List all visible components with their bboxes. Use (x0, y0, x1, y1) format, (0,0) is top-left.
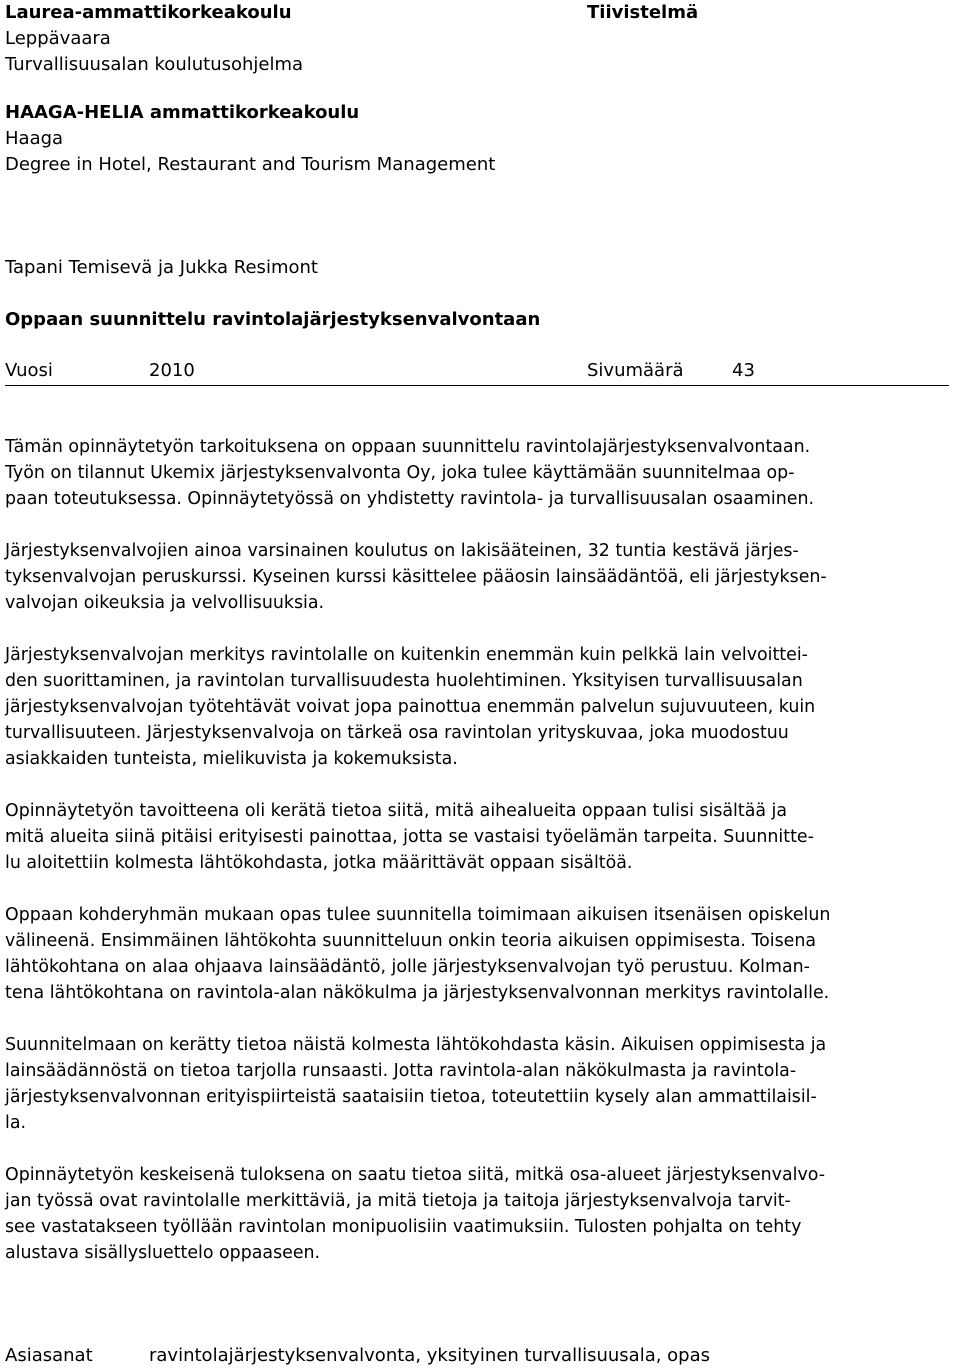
year-value: 2010 (149, 360, 195, 381)
programme-security: Turvallisuusalan koulutusohjelma (5, 54, 304, 75)
paragraph-line: Opinnäytetyön tavoitteena oli kerätä tietoa siitä, mitä aihealueita oppaan tulisi sisältää ja (5, 801, 788, 821)
paragraph-line: järjestyksenvalvonnan erityispiirteistä saataisiin tietoa, toteutettiin kysely alan ammattilaisil- (5, 1087, 817, 1107)
paragraph-line: Järjestyksenvalvojien ainoa varsinainen koulutus on lakisääteinen, 32 tuntia kestävä järjes- (5, 541, 799, 561)
paragraph-4 (5, 798, 955, 876)
paragraph-line: den suorittaminen, ja ravintolan turvallisuudesta huolehtiminen. Yksityisen turvallisuusalan (5, 671, 803, 691)
school-name-haaga-helia: HAAGA-HELIA ammattikorkeakoulu (5, 102, 360, 123)
paragraph-line: lu aloitettiin kolmesta lähtökohdasta, jotka määrittävät oppaan sisältöä. (5, 853, 633, 873)
paragraph-line: tena lähtökohtana on ravintola-alan näkökulma ja järjestyksenvalvonnan merkitys ravintolalle. (5, 983, 830, 1003)
paragraph-line: asiakkaiden tunteista, mielikuvista ja kokemuksista. (5, 749, 458, 769)
paragraph-line: mitä alueita siinä pitäisi erityisesti painottaa, jotta se vastaisi työelämän tarpeita. Suunnitte- (5, 827, 814, 847)
keywords-row (5, 1342, 949, 1370)
paragraph-line: järjestyksenvalvojan työtehtävät voivat jopa painottua enemmän palvelun sujuvuuteen, kuin (5, 697, 816, 717)
programme-hospitality: Degree in Hotel, Restaurant and Tourism Management (5, 154, 496, 175)
paragraph-line: paan toteutuksessa. Opinnäytetyössä on yhdistetty ravintola- ja turvallisuusalan osaaminen. (5, 489, 815, 509)
paragraph-line: tyksenvalvojan peruskurssi. Kyseinen kurssi käsittelee pääosin lainsäädäntöä, eli järjestyksen- (5, 567, 827, 587)
paragraph-line: Opinnäytetyön keskeisenä tuloksena on saatu tietoa siitä, mitkä osa-alueet järjestyksenvalvo- (5, 1165, 825, 1185)
school-name-laurea: Laurea-ammattikorkeakoulu (5, 2, 292, 23)
paragraph-line: see vastatakseen työllään ravintolan monipuolisiin vaatimuksiin. Tulosten pohjalta on tehty (5, 1217, 802, 1237)
paragraph-line: lähtökohtana on alaa ohjaava lainsäädäntö, jolle järjestyksenvalvojan työ perustuu. Kolman- (5, 957, 810, 977)
paragraph-line: la. (5, 1113, 27, 1133)
paragraph-6 (5, 1032, 955, 1136)
authors-title-block (5, 255, 540, 333)
thesis-title: Oppaan suunnittelu ravintolajärjestyksenvalvontaan (5, 309, 541, 330)
paragraph-line: valvojan oikeuksia ja velvollisuuksia. (5, 593, 325, 613)
paragraph-5 (5, 902, 955, 1006)
paragraph-line: Järjestyksenvalvojan merkitys ravintolalle on kuitenkin enemmän kuin pelkkä lain velvoittei- (5, 645, 808, 665)
campus-leppavaara: Leppävaara (5, 28, 111, 49)
paragraph-line: välineenä. Ensimmäinen lähtökohta suunnitteluun onkin teoria aikuisen oppimisesta. Toisena (5, 931, 817, 951)
keywords-value: ravintolajärjestyksenvalvonta, yksityinen turvallisuusala, opas (149, 1345, 711, 1366)
paragraph-line: alustava sisällysluettelo oppaaseen. (5, 1243, 321, 1263)
authors: Tapani Temisevä ja Jukka Resimont (5, 257, 318, 278)
paragraph-7 (5, 1162, 955, 1266)
paragraph-line: Tämän opinnäytetyön tarkoituksena on oppaan suunnittelu ravintolajärjestyksenvalvontaan. (5, 437, 811, 457)
paragraph-line: lainsäädännöstä on tietoa tarjolla runsaasti. Jotta ravintola-alan näkökulmasta ja ravintola- (5, 1061, 797, 1081)
campus-haaga: Haaga (5, 128, 64, 149)
meta-row (5, 357, 949, 386)
paragraph-1 (5, 434, 955, 512)
abstract-page (5, 0, 953, 1371)
pages-label: Sivumäärä (587, 360, 684, 381)
year-label: Vuosi (5, 360, 53, 381)
paragraph-3 (5, 642, 955, 772)
paragraph-line: Työn on tilannut Ukemix järjestyksenvalvonta Oy, joka tulee käyttämään suunnitelmaa op- (5, 463, 795, 483)
paragraph-line: Oppaan kohderyhmän mukaan opas tulee suunnitella toimimaan aikuisen itsenäisen opiskelun (5, 905, 831, 925)
paragraph-2 (5, 538, 955, 616)
document-type: Tiivistelmä (587, 2, 699, 23)
institution-header-2 (5, 100, 495, 178)
paragraph-line: Suunnitelmaan on kerätty tietoa näistä kolmesta lähtökohdasta käsin. Aikuisen oppimisesta ja (5, 1035, 827, 1055)
institution-header (5, 0, 303, 78)
paragraph-line: jan työssä ovat ravintolalle merkittäviä, ja mitä tietoja ja taitoja järjestyksenvalvoja tarvit- (5, 1191, 791, 1211)
keywords-label: Asiasanat (5, 1345, 93, 1366)
pages-value: 43 (732, 360, 755, 381)
paragraph-line: turvallisuuteen. Järjestyksenvalvoja on tärkeä osa ravintolan yrityskuvaa, joka muodostuu (5, 723, 789, 743)
